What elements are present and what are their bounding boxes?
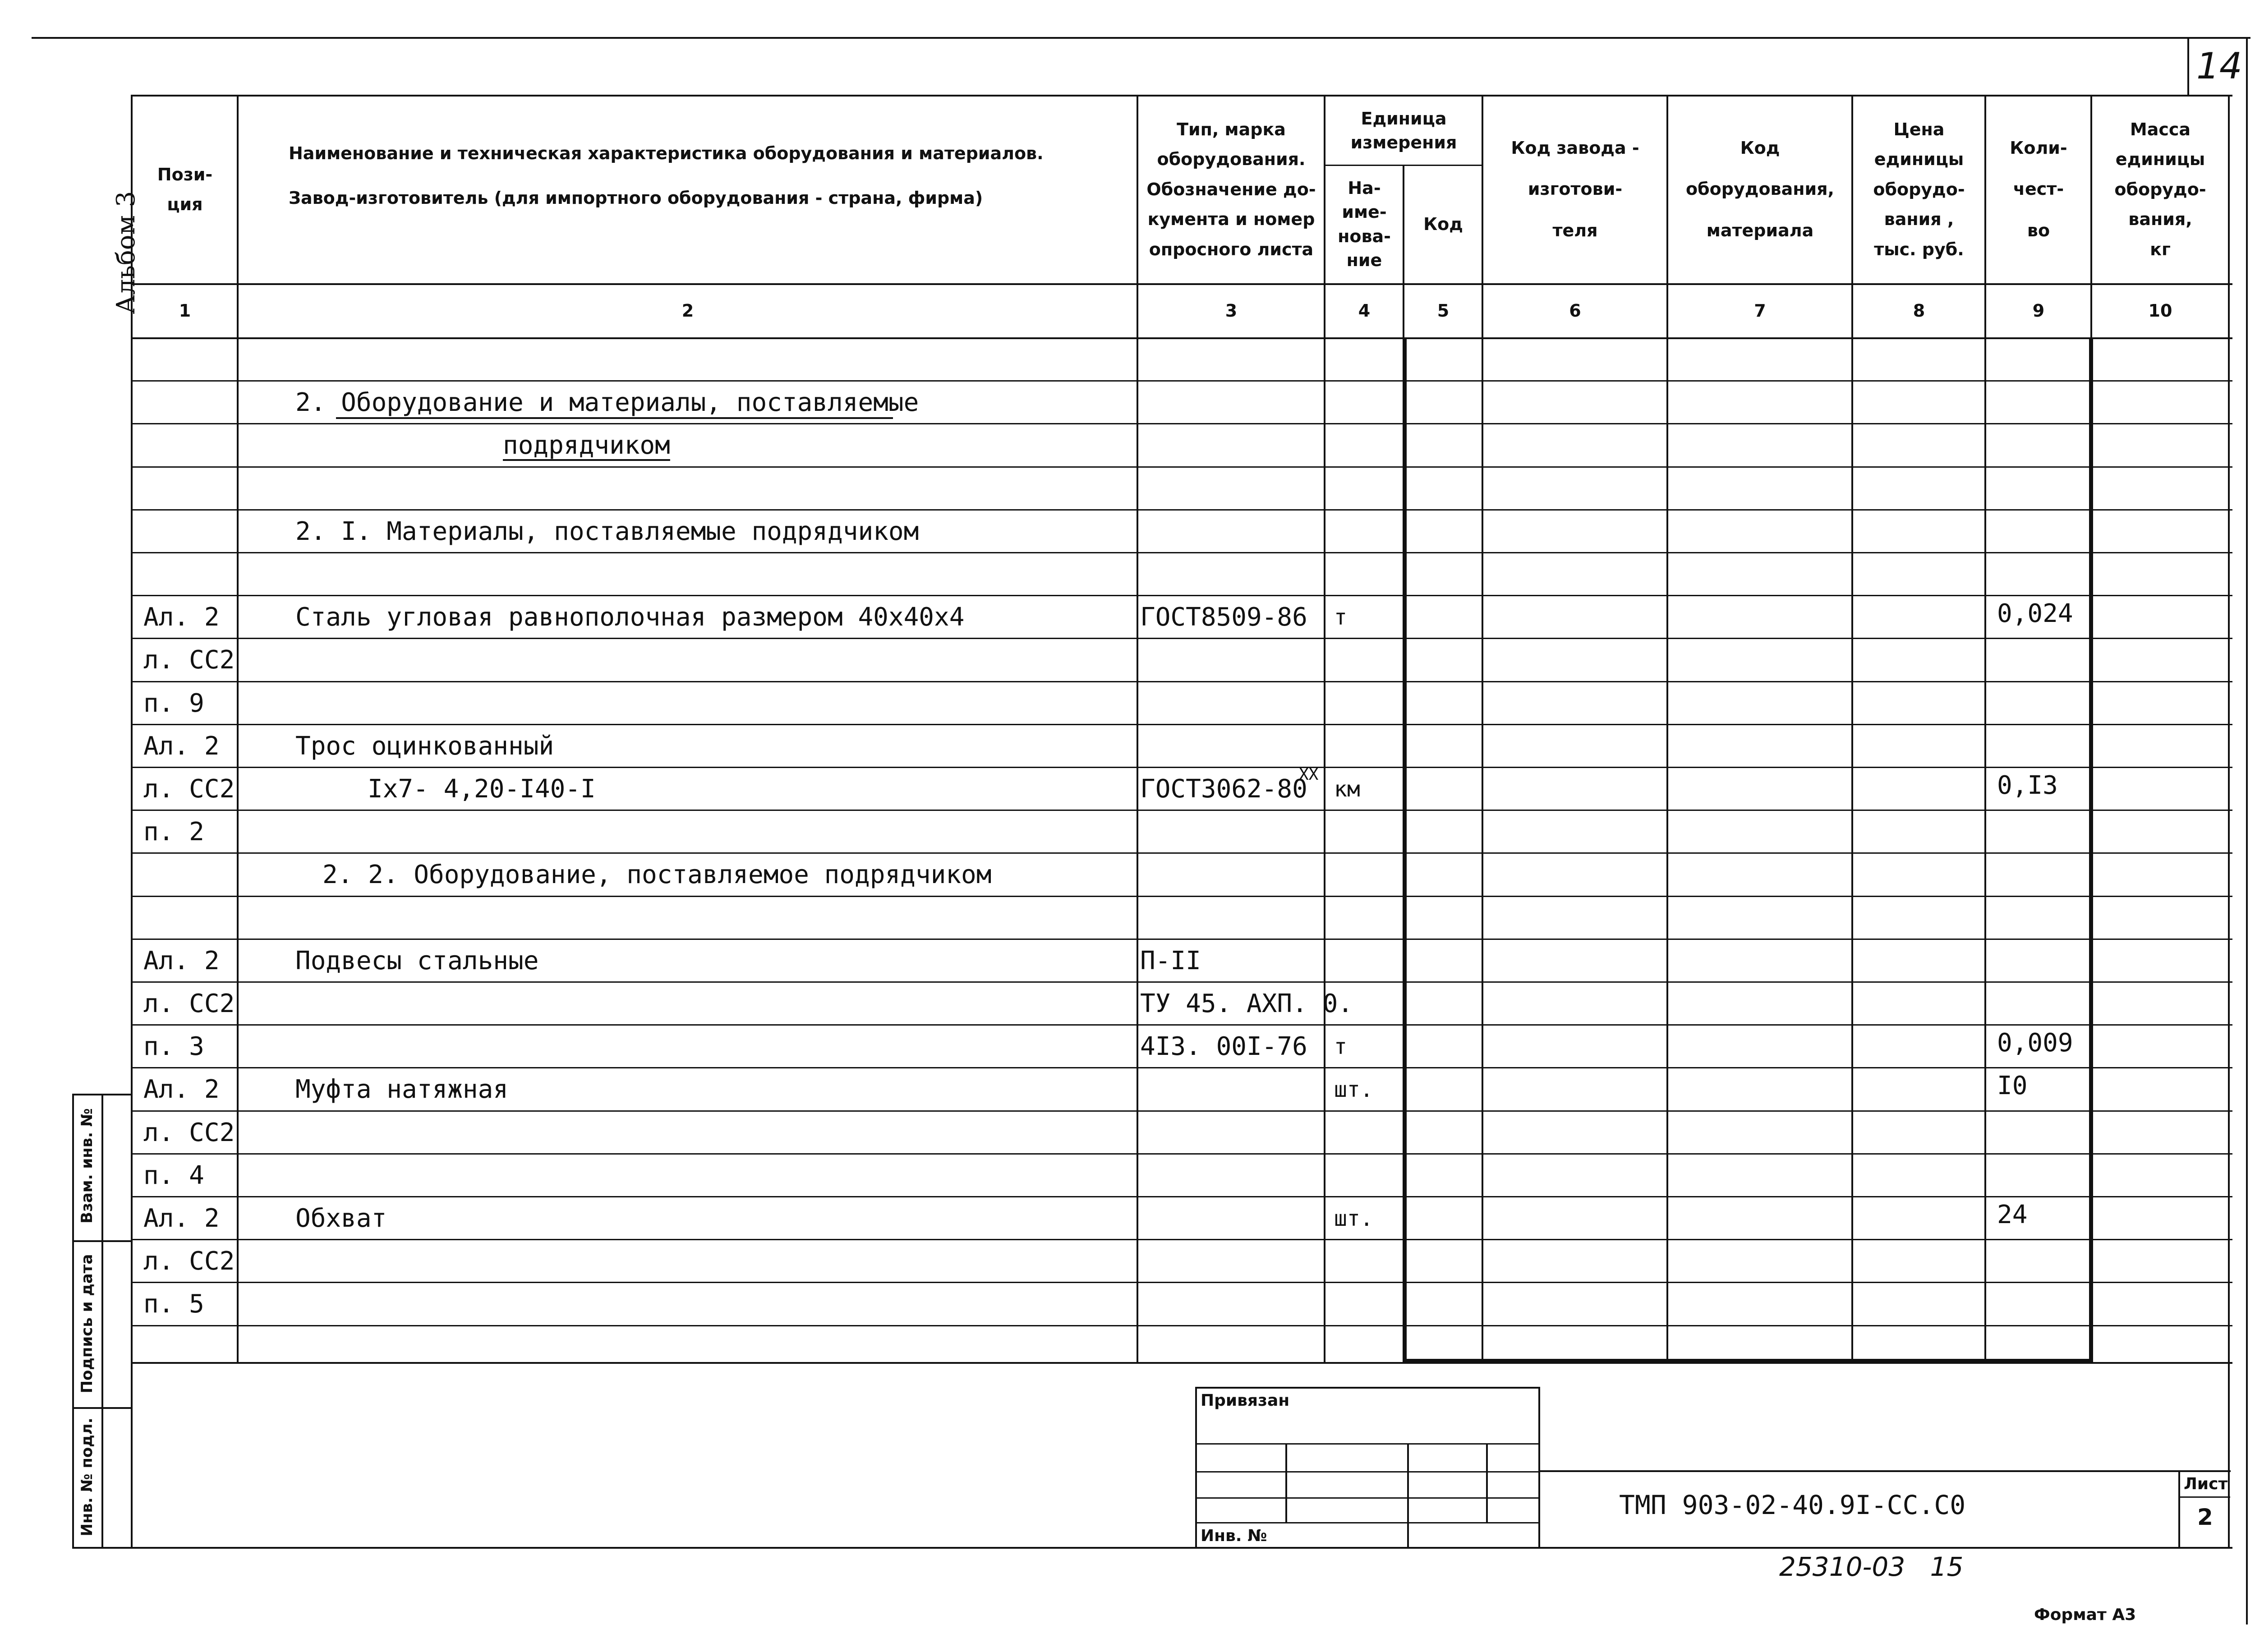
cell-position: п. 2 <box>143 817 204 847</box>
row-line <box>131 681 2232 682</box>
cell-name: 2. 2. Оборудование, поставляемое подрядчиком <box>322 860 992 889</box>
album-label: Альбом 3 <box>111 191 141 314</box>
cell-position: Ал. 2 <box>143 1204 220 1233</box>
cell-name: 2. Оборудование и материалы, поставляемые <box>295 388 919 417</box>
frame-bottom-line <box>72 1547 2232 1549</box>
handwritten-number: 25310-03 15 <box>1779 1551 1964 1582</box>
side-stamp-top <box>72 1094 132 1095</box>
row-line <box>131 423 2232 424</box>
colnum-bottom-line <box>131 337 2232 339</box>
row-line <box>131 724 2232 725</box>
header-unit-code: Код <box>1423 214 1463 235</box>
cell-type: ТУ 45. АХП. 0. <box>1140 989 1353 1018</box>
colnum-3: 3 <box>1225 301 1238 321</box>
section-title-underline <box>336 417 893 419</box>
col-line-9-bold <box>2089 337 2093 1362</box>
cell-type: ГОСТ3062-80 <box>1140 774 1307 804</box>
header-name: Наименование и техническая характеристика оборудования и материалов. Завод-изготовитель (для импортного оборудования - страна, фирма) <box>289 143 1044 208</box>
cell-position: п. 3 <box>143 1032 204 1061</box>
col-line-4 <box>1403 165 1404 338</box>
doc-code: ТМП 903-02-40.9I-СС.С0 <box>1619 1490 1966 1520</box>
list-label: Лист <box>2184 1475 2228 1493</box>
col-line-7 <box>1851 95 1853 1363</box>
col-line-2 <box>1137 95 1138 1363</box>
colnum-5: 5 <box>1437 301 1450 321</box>
row-line <box>131 595 2232 596</box>
cell-position: л. СС2 <box>143 645 235 675</box>
row-line <box>131 1325 2232 1326</box>
row-line <box>131 810 2232 811</box>
cell-name: Сталь угловая равнополочная размером 40х40х4 <box>295 603 965 632</box>
tb-col-3 <box>1486 1443 1488 1522</box>
row-line <box>131 896 2232 897</box>
col-line-10 <box>2228 95 2230 1548</box>
row-line <box>131 767 2232 768</box>
header-factory-code: Код завода - изготови- теля <box>1511 138 1639 240</box>
format-label: Формат А3 <box>2034 1606 2136 1624</box>
cell-position: Ал. 2 <box>143 946 220 976</box>
col-line-8 <box>1984 95 1986 1363</box>
row-line <box>131 1153 2232 1155</box>
tb-col-2 <box>1407 1443 1409 1548</box>
cell-quantity: 0,024 <box>1997 599 2073 628</box>
row-line <box>131 939 2232 940</box>
stamp-podpis: Подпись и дата <box>78 1254 96 1394</box>
colnum-10: 10 <box>2148 301 2172 321</box>
cell-position: л. СС2 <box>143 774 235 804</box>
header-unit-name: На- име- нова- ние <box>1338 178 1391 270</box>
cell-position: л. СС2 <box>143 1247 235 1276</box>
header-equipment-code: Код оборудования, материала <box>1686 138 1834 240</box>
cell-unit: км <box>1334 777 1360 802</box>
code-line <box>1538 1470 2231 1472</box>
cell-type-superscript: XX <box>1299 765 1319 784</box>
tb-col-1 <box>1285 1443 1287 1522</box>
tb-right <box>1538 1387 1540 1548</box>
colnum-9: 9 <box>2032 301 2045 321</box>
table-top-line <box>131 95 2232 97</box>
cell-unit: т <box>1334 605 1347 630</box>
row-line <box>131 509 2232 511</box>
col-line-6 <box>1666 95 1668 1363</box>
row-line <box>131 1067 2232 1068</box>
cell-quantity: 24 <box>1997 1200 2028 1229</box>
cell-type: ГОСТ8509-86 <box>1140 603 1307 632</box>
cell-quantity: I0 <box>1997 1071 2028 1100</box>
cell-position: п. 4 <box>143 1161 204 1190</box>
row-line <box>131 1282 2232 1283</box>
stamp-vzam: Взам. инв. № <box>78 1108 96 1224</box>
header-unit-group: Единица измерения <box>1350 108 1457 152</box>
list-box-left <box>2178 1470 2180 1548</box>
row-line <box>131 638 2232 639</box>
list-number: 2 <box>2197 1504 2213 1530</box>
cell-unit: шт. <box>1334 1077 1373 1102</box>
stamp-inv-no: Инв. № <box>1201 1527 1267 1545</box>
row-line <box>131 552 2232 553</box>
col-line-3 <box>1324 95 1325 1363</box>
col-line-9 <box>2090 95 2092 338</box>
col-line-1 <box>237 95 239 1363</box>
block-bottom-bold <box>1403 1359 2093 1363</box>
colnum-8: 8 <box>1913 301 1925 321</box>
row-line <box>131 981 2232 983</box>
row-line <box>131 852 2232 854</box>
stamp-privyazan: Привязан <box>1201 1391 1290 1410</box>
row-line <box>131 1024 2232 1026</box>
cell-type: 4I3. 00I-76 <box>1140 1032 1307 1061</box>
cell-unit: т <box>1334 1034 1347 1059</box>
col-line-4-bold <box>1403 337 1407 1362</box>
colnum-1: 1 <box>179 301 191 321</box>
header-position: Пози- ция <box>157 164 213 214</box>
row-line <box>131 466 2232 468</box>
tb-row-1 <box>1195 1443 1540 1445</box>
tb-row-3 <box>1195 1497 1540 1499</box>
cell-position: л. СС2 <box>143 989 235 1018</box>
col-line-5 <box>1482 95 1483 1363</box>
cell-name: подрядчиком <box>503 431 670 460</box>
cell-name: 2. I. Материалы, поставляемые подрядчиком <box>295 517 919 546</box>
stamp-inv: Инв. № подл. <box>78 1417 96 1537</box>
row-line <box>131 1196 2232 1197</box>
colnum-7: 7 <box>1754 301 1766 321</box>
row-line <box>131 1239 2232 1240</box>
colnum-4: 4 <box>1358 301 1371 321</box>
cell-position: п. 5 <box>143 1289 204 1319</box>
header-price: Цена единицы оборудо- вания , тыс. руб. <box>1873 119 1965 259</box>
cell-name: Подвесы стальные <box>295 946 539 976</box>
cell-name: Муфта натяжная <box>295 1075 509 1104</box>
row-line <box>131 1110 2232 1112</box>
cell-position: Ал. 2 <box>143 732 220 761</box>
col-line-0 <box>131 95 133 1548</box>
sheet-mark-box-left <box>2187 37 2189 96</box>
cell-quantity: 0,I3 <box>1997 771 2058 800</box>
cell-name: Трос оцинкованный <box>295 732 554 761</box>
cell-type: П-II <box>1140 946 1201 976</box>
cell-position: Ал. 2 <box>143 1075 220 1104</box>
tb-row-2 <box>1195 1471 1540 1473</box>
cell-position: п. 9 <box>143 689 204 718</box>
list-box-mid <box>2178 1496 2230 1498</box>
tb-row-4 <box>1195 1522 1540 1523</box>
header-type: Тип, марка оборудования. Обозначение до- кумента и номер опросного листа <box>1146 119 1316 259</box>
sheet-top-border <box>32 37 2250 39</box>
row-line <box>131 380 2232 382</box>
cell-quantity: 0,009 <box>1997 1028 2073 1058</box>
cell-name: Iх7- 4,20-I40-I <box>368 774 596 804</box>
sheet-mark: 14 <box>2196 45 2242 87</box>
cell-position: Ал. 2 <box>143 603 220 632</box>
header-quantity: Коли- чест- во <box>2010 138 2067 240</box>
tb-left <box>1195 1387 1197 1548</box>
sheet-right-border <box>2246 37 2248 1624</box>
header-mass: Масса единицы оборудо- вания, кг <box>2114 119 2206 259</box>
side-stamp-mid <box>101 1094 103 1548</box>
cell-name: Обхват <box>295 1204 387 1233</box>
cell-unit: шт. <box>1334 1206 1373 1231</box>
colnum-2: 2 <box>681 301 694 321</box>
colnum-6: 6 <box>1569 301 1581 321</box>
tb-top <box>1195 1387 1540 1389</box>
cell-position: л. СС2 <box>143 1118 235 1147</box>
